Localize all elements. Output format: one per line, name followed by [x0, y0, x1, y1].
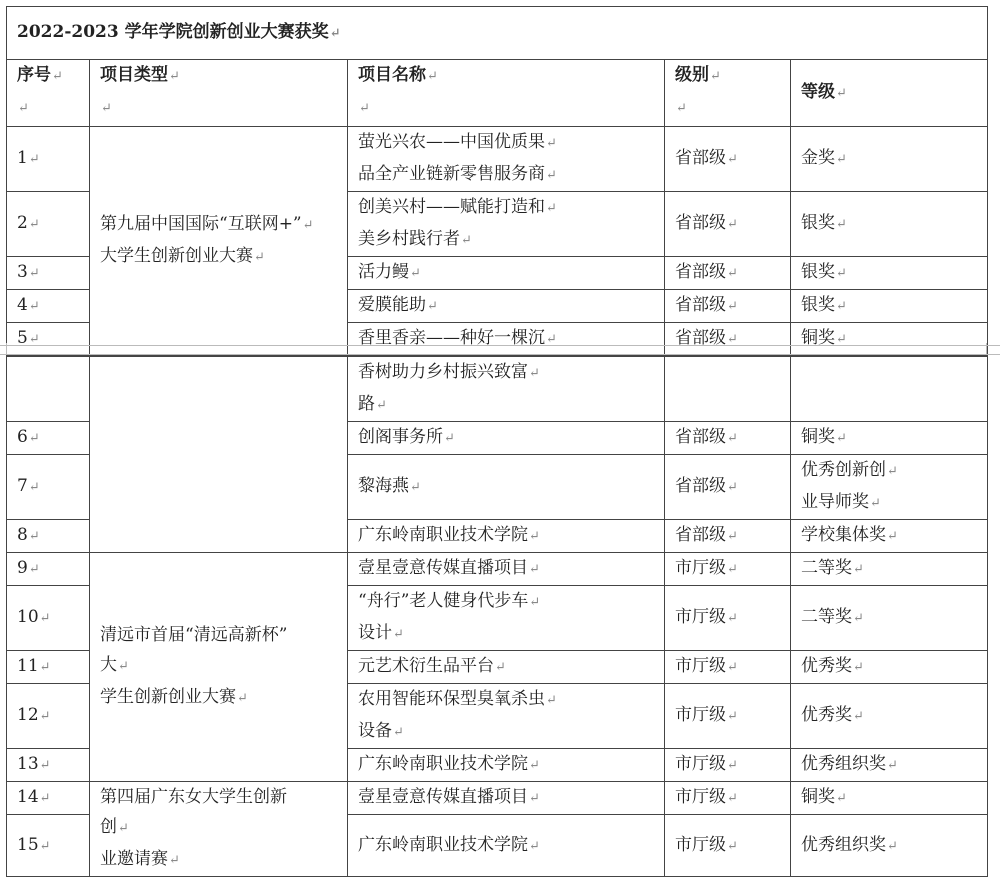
seq-cell[interactable]: 3↵: [7, 257, 90, 290]
seq-cell[interactable]: 10↵: [7, 586, 90, 651]
table-row: [7, 357, 988, 422]
level-cell[interactable]: 省部级↵: [665, 323, 791, 356]
page-break-marker-right: [986, 343, 1000, 355]
seq-cell[interactable]: 14↵: [7, 782, 90, 815]
grade-cell[interactable]: 铜奖↵: [791, 422, 988, 455]
awards-table-part-2: [6, 356, 988, 877]
name-cell[interactable]: 壹星壹意传媒直播项目↵: [348, 782, 665, 815]
seq-cell[interactable]: [7, 357, 90, 422]
name-cell[interactable]: 香里香亲——种好一棵沉↵: [348, 323, 665, 356]
level-cell[interactable]: 省部级↵: [665, 257, 791, 290]
seq-cell[interactable]: 2↵: [7, 192, 90, 257]
level-cell[interactable]: 市厅级↵: [665, 586, 791, 651]
name-cell[interactable]: 广东岭南职业技术学院↵: [348, 520, 665, 553]
page-break-marker-left: [0, 343, 7, 355]
grade-cell[interactable]: 银奖↵: [791, 257, 988, 290]
seq-cell[interactable]: 6↵: [7, 422, 90, 455]
level-cell[interactable]: 省部级↵: [665, 520, 791, 553]
grade-cell[interactable]: 优秀组织奖↵: [791, 815, 988, 877]
level-cell[interactable]: 市厅级↵: [665, 815, 791, 877]
grade-cell[interactable]: 二等奖↵: [791, 586, 988, 651]
table-title-cell[interactable]: 2022-2023 学年学院创新创业大赛获奖↵: [7, 7, 988, 60]
seq-cell[interactable]: 5↵: [7, 323, 90, 356]
header-level[interactable]: 级别↵ ↵: [665, 60, 791, 127]
awards-table-part-1: [6, 6, 988, 356]
grade-cell[interactable]: 铜奖↵: [791, 782, 988, 815]
seq-cell[interactable]: 7↵: [7, 455, 90, 520]
level-cell[interactable]: 省部级↵: [665, 290, 791, 323]
name-cell[interactable]: 萤光兴农——中国优质果↵ 品全产业链新零售服务商↵: [348, 127, 665, 192]
grade-cell[interactable]: 优秀奖↵: [791, 684, 988, 749]
group-cell-continued[interactable]: [90, 357, 348, 553]
seq-cell[interactable]: 13↵: [7, 749, 90, 782]
name-cell[interactable]: 元艺术衍生品平台↵: [348, 651, 665, 684]
level-cell[interactable]: 省部级↵: [665, 192, 791, 257]
name-cell[interactable]: 广东岭南职业技术学院↵: [348, 815, 665, 877]
grade-cell[interactable]: 银奖↵: [791, 290, 988, 323]
grade-cell[interactable]: 银奖↵: [791, 192, 988, 257]
seq-cell[interactable]: 1↵: [7, 127, 90, 192]
level-cell[interactable]: [665, 357, 791, 422]
group-cell[interactable]: 第九届中国国际“互联网+”↵ 大学生创新创业大赛↵: [90, 127, 348, 356]
grade-cell[interactable]: 二等奖↵: [791, 553, 988, 586]
group-cell[interactable]: 清远市首届“清远高新杯” 大↵ 学生创新创业大赛↵: [90, 553, 348, 782]
grade-cell[interactable]: 铜奖↵: [791, 323, 988, 356]
seq-cell[interactable]: 4↵: [7, 290, 90, 323]
seq-cell[interactable]: 12↵: [7, 684, 90, 749]
name-cell[interactable]: 广东岭南职业技术学院↵: [348, 749, 665, 782]
grade-cell[interactable]: 优秀创新创↵ 业导师奖↵: [791, 455, 988, 520]
level-cell[interactable]: 市厅级↵: [665, 782, 791, 815]
level-cell[interactable]: 市厅级↵: [665, 651, 791, 684]
table-title: 2022-2023 学年学院创新创业大赛获奖: [17, 22, 329, 42]
seq-cell[interactable]: 9↵: [7, 553, 90, 586]
level-cell[interactable]: 省部级↵: [665, 455, 791, 520]
name-cell[interactable]: 创美兴村——赋能打造和↵ 美乡村践行者↵: [348, 192, 665, 257]
level-cell[interactable]: 省部级↵: [665, 422, 791, 455]
level-cell[interactable]: 市厅级↵: [665, 553, 791, 586]
page-break-divider: [0, 345, 1000, 355]
seq-cell[interactable]: 8↵: [7, 520, 90, 553]
level-cell[interactable]: 市厅级↵: [665, 684, 791, 749]
name-cell[interactable]: 黎海燕↵: [348, 455, 665, 520]
level-cell[interactable]: 市厅级↵: [665, 749, 791, 782]
name-cell[interactable]: 农用智能环保型臭氧杀虫↵ 设备↵: [348, 684, 665, 749]
name-cell[interactable]: 爱膜能助↵: [348, 290, 665, 323]
grade-cell[interactable]: [791, 357, 988, 422]
name-cell[interactable]: “舟行”老人健身代步车↵ 设计↵: [348, 586, 665, 651]
header-type[interactable]: 项目类型↵ ↵: [90, 60, 348, 127]
header-grade[interactable]: 等级↵: [791, 60, 988, 127]
name-cell[interactable]: 香树助力乡村振兴致富↵ 路↵: [348, 357, 665, 422]
table-row: [7, 782, 988, 815]
name-cell[interactable]: 活力鳗↵: [348, 257, 665, 290]
name-cell[interactable]: 创阁事务所↵: [348, 422, 665, 455]
grade-cell[interactable]: 优秀奖↵: [791, 651, 988, 684]
seq-cell[interactable]: 11↵: [7, 651, 90, 684]
table-row: [7, 553, 988, 586]
grade-cell[interactable]: 学校集体奖↵: [791, 520, 988, 553]
group-cell[interactable]: 第四届广东女大学生创新 创↵ 业邀请赛↵: [90, 782, 348, 877]
header-row: [7, 60, 988, 127]
header-name[interactable]: 项目名称↵ ↵: [348, 60, 665, 127]
level-cell[interactable]: 省部级↵: [665, 127, 791, 192]
header-seq[interactable]: 序号↵ ↵: [7, 60, 90, 127]
seq-cell[interactable]: 15↵: [7, 815, 90, 877]
grade-cell[interactable]: 金奖↵: [791, 127, 988, 192]
grade-cell[interactable]: 优秀组织奖↵: [791, 749, 988, 782]
name-cell[interactable]: 壹星壹意传媒直播项目↵: [348, 553, 665, 586]
table-row: [7, 127, 988, 192]
